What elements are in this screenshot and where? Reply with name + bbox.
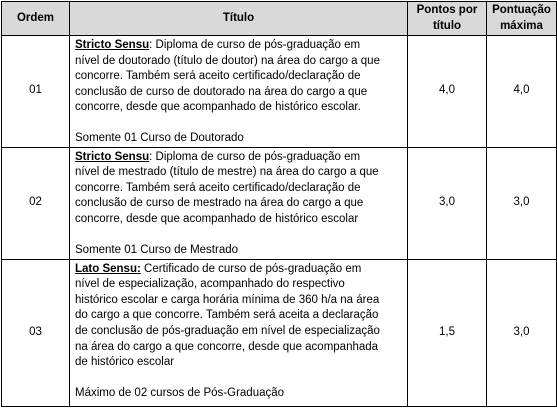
- pontuacao-maxima-cell: 4,0: [487, 36, 557, 148]
- description-line: [75, 38, 402, 54]
- description-line: concorre, desde que acompanhado de histórico escolar.: [75, 101, 361, 114]
- description-line: conclusão de curso de mestrado na área do cargo a que: [75, 197, 364, 210]
- header-row: [2, 2, 557, 36]
- pontuacao-maxima-cell: 3,0: [487, 259, 557, 406]
- pontos-cell: 1,5: [408, 259, 487, 406]
- pontos-cell: 3,0: [408, 147, 487, 259]
- ordem-cell: 02: [2, 147, 70, 259]
- limit-note: Máximo de 02 cursos de Pós-Graduação: [75, 386, 285, 399]
- description-line: [75, 262, 402, 278]
- description-line: na área do cargo a que concorre, desde que acompanhada: [75, 340, 379, 353]
- description-line: concorre. Também será aceito certificado/declaração de: [75, 181, 361, 194]
- scoring-table: [1, 1, 557, 407]
- description-text: Certificado de curso de pós-graduação em: [140, 262, 362, 275]
- titulo-cell: [70, 36, 408, 148]
- table-row: [2, 147, 557, 259]
- description-line: nível de mestrado (título de mestre) na área do cargo a que: [75, 166, 379, 179]
- degree-type-label: Lato Sensu:: [75, 262, 141, 275]
- limit-note: Somente 01 Curso de Mestrado: [75, 243, 239, 256]
- header-titulo: Título: [70, 2, 408, 36]
- description-line: do cargo a que concorre. Também será aceita a declaração: [75, 309, 379, 322]
- pontos-cell: 4,0: [408, 36, 487, 148]
- titulo-cell: [70, 259, 408, 406]
- header-pontuacao-line-2: máxima: [500, 19, 543, 32]
- degree-type-label: Stricto Sensu: [75, 39, 150, 51]
- header-pontuacao-line-1: Pontuação: [492, 3, 551, 16]
- header-pontos-por-titulo: [408, 2, 487, 36]
- ordem-cell: 01: [2, 36, 70, 148]
- degree-type-label: Stricto Sensu: [75, 150, 150, 163]
- description-text: : Diploma de curso de pós-graduação em: [149, 39, 361, 51]
- description-line: de conclusão de pós-graduação em nível de especialização: [75, 324, 380, 337]
- pontuacao-maxima-cell: 3,0: [487, 147, 557, 259]
- description-text: : Diploma de curso de pós-graduação em: [149, 150, 361, 163]
- description-line: concorre, desde que acompanhado de histórico escolar: [75, 212, 359, 225]
- description-line: conclusão de curso de doutorado na área do cargo a que: [75, 85, 368, 98]
- description-line: nível de especialização, acompanhado do respectivo: [75, 278, 345, 291]
- header-pontuacao-maxima: [487, 2, 557, 36]
- table-row: [2, 36, 557, 148]
- ordem-cell: 03: [2, 259, 70, 406]
- description-line: concorre. Também será aceito certificado/declaração de: [75, 70, 361, 83]
- header-ordem: Ordem: [2, 2, 70, 36]
- limit-note: Somente 01 Curso de Doutorado: [75, 131, 244, 144]
- header-pontos-line-2: título: [432, 19, 462, 32]
- description-line: histórico escolar e carga horária mínima de 360 h/a na área: [75, 293, 380, 306]
- header-pontos-line-1: Pontos por: [416, 3, 478, 16]
- description-line: de histórico escolar: [75, 356, 175, 369]
- table-row: [2, 259, 557, 406]
- description-line: [75, 150, 402, 166]
- description-line: nível de doutorado (título de doutor) na área do cargo a que: [75, 54, 380, 67]
- titulo-cell: [70, 147, 408, 259]
